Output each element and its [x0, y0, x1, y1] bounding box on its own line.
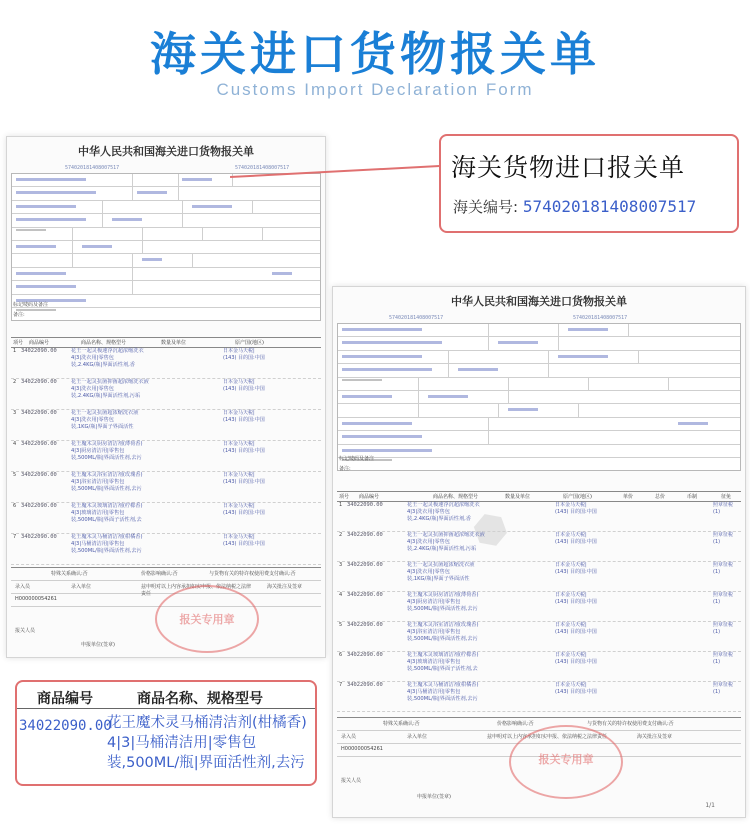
statement: 兹申明对以上内容承担如实申报、依法纳税之法律责任 [141, 584, 252, 597]
item-code: 34022090.00 [21, 410, 57, 416]
item-code: 34022090.00 [347, 622, 383, 628]
goods-row [337, 591, 741, 622]
item-origin: 日本金马天税| (143) 目的国:中国 [555, 682, 597, 695]
statement: 兹申明对以上内容承担如实申报、依法纳税之法律责任 [487, 734, 608, 740]
item-code: 34022090.00 [347, 532, 383, 538]
item-code: 34022090.00 [21, 534, 57, 540]
col-tax: 征免 [721, 494, 732, 500]
col-code: 商品编号 [29, 340, 50, 346]
declarer: 录入员 [15, 584, 31, 590]
declarer-code: H000000054261 [341, 746, 383, 752]
item-tax: 照章征税 (1) [713, 502, 734, 515]
callout-code-header: 商品编号 [37, 691, 93, 707]
pre-entry-number: 574020181408007517 [389, 315, 444, 321]
col-qty: 数量及单位 [161, 340, 187, 346]
customs-note: 海关批注及签章 [637, 734, 673, 740]
callout-goods-code: 34022090.00 [19, 718, 112, 734]
header-grid [11, 173, 321, 321]
remark-label: 备注: [339, 466, 351, 472]
mark-label: 标记唛码及备注 [13, 302, 49, 308]
col-currency: 币制 [687, 494, 698, 500]
item-desc: 花王一起灵抗菌超浓缩洗衣液 4|3|洗衣用|零售包 装,1KG/瓶|界面子界面活性 [71, 410, 139, 430]
col-item-no: 项号 [13, 340, 24, 346]
price-effect: 价格影响确认:否 [497, 721, 534, 727]
item-tax: 照章征税 (1) [713, 532, 734, 545]
goods-row [11, 471, 321, 503]
item-code: 34022090.00 [347, 562, 383, 568]
customs-stamp: 报关专用章 [155, 585, 259, 653]
goods-row [11, 533, 321, 565]
item-desc: 花王一起灵极速浮沉超浓缩洗衣 4|3|洗衣用|零售包 装,2.4KG/瓶|界面活性剂,香 [71, 348, 144, 368]
item-origin: 日本金马天税| (143) 目的国:中国 [223, 534, 265, 547]
goods-row [337, 531, 741, 562]
callout-goods-header [17, 682, 315, 709]
item-no: 6 [13, 503, 17, 509]
declarer-unit: 录入单位 [407, 734, 428, 740]
item-desc: 花王魔术灵浴室清洁剂(玫瑰香) 4|3|浴室清洁用|零售包 装,500ML/瓶|界面活性剂,去污 [71, 472, 143, 492]
remark-label: 备注: [13, 312, 25, 318]
item-code: 34022090.00 [21, 348, 57, 354]
customs-number: 574020181408007517 [235, 165, 290, 171]
form-title: 中华人民共和国海关进口货物报关单 [451, 295, 627, 308]
goods-row [11, 347, 321, 379]
item-origin: 日本金马天税| (143) 目的国:中国 [223, 379, 265, 392]
callout-number-line [453, 196, 696, 217]
col-origin: 原产国(地区) [563, 494, 592, 500]
declarer-unit: 录入单位 [71, 584, 92, 590]
item-no: 4 [13, 441, 17, 447]
callout-goods-desc: 花王魔术灵马桶清洁剂(柑橘香) 4|3|马桶清洁用|零售包装,500ML/瓶|界面活性剂,去污 [107, 715, 307, 771]
form-title: 中华人民共和国海关进口货物报关单 [78, 145, 254, 158]
item-no: 1 [339, 502, 343, 508]
item-desc: 花王一起灵抗菌超浓缩洗衣液 4|3|洗衣用|零售包 装,1KG/瓶|界面子界面活性 [407, 562, 475, 582]
item-origin: 日本金马天税| (143) 目的国:中国 [223, 410, 265, 423]
callout-customs-number [439, 134, 739, 233]
goods-row [11, 409, 321, 441]
item-code: 34022090.00 [21, 379, 57, 385]
item-desc: 花王魔术灵厨房清洁剂(薄荷香) 4|3|厨房清洁用|零售包 装,500ML/瓶|界面活性剂,去污 [71, 441, 143, 461]
price-effect: 价格影响确认:否 [141, 571, 178, 577]
item-no: 7 [339, 682, 343, 688]
watermark-graphic: ⬢ [466, 502, 515, 558]
col-name: 商品名称、规格型号 [433, 494, 479, 500]
item-no: 3 [13, 410, 17, 416]
reporter: 报关人员 [15, 628, 36, 634]
item-code: 34022090.00 [347, 502, 383, 508]
item-no: 6 [339, 652, 343, 658]
goods-row [337, 561, 741, 592]
reporter: 报关人员 [341, 778, 362, 784]
item-no: 4 [339, 592, 343, 598]
header-grid [337, 323, 741, 471]
item-desc: 花王魔术灵浴室清洁剂(玫瑰香) 4|3|浴室清洁用|零售包 装,500ML/瓶|界面活性剂,去污 [407, 622, 479, 642]
col-item-no: 项号 [339, 494, 350, 500]
item-tax: 照章征税 (1) [713, 562, 734, 575]
item-desc: 花王一起灵极速浮沉超浓缩洗衣 4|3|洗衣用|零售包 装,2.4KG/瓶|界面活性剂,香 [407, 502, 480, 522]
page-number: 1/1 [705, 802, 715, 809]
page-subtitle: Customs Import Declaration Form [216, 80, 534, 99]
declarer: 录入员 [341, 734, 357, 740]
item-origin: 日本金马天税| (143) 目的国:中国 [223, 348, 265, 361]
callout-goods-detail [15, 680, 317, 786]
item-desc: 花王魔术灵马桶清洁剂(柑橘香) 4|3|马桶清洁用|零售包 装,500ML/瓶|界面活性剂,去污 [407, 682, 479, 702]
item-no: 2 [339, 532, 343, 538]
declarer-code: H000000054261 [15, 596, 57, 602]
callout-title: 海关货物进口报关单 [451, 153, 686, 182]
declaration-form-back [6, 136, 326, 658]
item-code: 34022090.00 [21, 441, 57, 447]
page-title: 海关进口货物报关单 [150, 27, 600, 81]
royalty: 与货物有关的特许权使用费支付确认:否 [587, 721, 674, 727]
item-origin: 日本金马天税| (143) 目的国:中国 [555, 562, 597, 575]
item-desc: 花王魔术灵马桶清洁剂(柑橘香) 4|3|马桶清洁用|零售包 装,500ML/瓶|界面活性剂,去污 [71, 534, 143, 554]
item-tax: 照章征税 (1) [713, 682, 734, 695]
item-origin: 日本金马天税| (143) 目的国:中国 [223, 441, 265, 454]
callout-number-label: 海关编号: [453, 198, 519, 216]
item-desc: 花王魔术灵厨房清洁剂(薄荷香) 4|3|厨房清洁用|零售包 装,500ML/瓶|界面活性剂,去污 [407, 592, 479, 612]
customs-note: 海关批注及签章 [267, 584, 303, 590]
item-no: 5 [13, 472, 17, 478]
unit-seal: 申报单位(签章) [81, 642, 115, 648]
item-desc: 花王魔术灵玻璃清洁剂(柠檬香) 4|3|玻璃清洁用|零售包 装,500ML/瓶|界面子活性剂,去 [71, 503, 143, 523]
customs-stamp: 报关专用章 [509, 725, 623, 799]
unit-seal: 申报单位(签章) [417, 794, 451, 800]
col-qty: 数量及单位 [505, 494, 531, 500]
special-relation: 特殊关系确认:否 [51, 571, 88, 577]
goods-row [11, 378, 321, 410]
goods-row [337, 621, 741, 652]
item-code: 34022090.00 [347, 652, 383, 658]
item-no: 1 [13, 348, 17, 354]
item-origin: 日本金马天税| (143) 目的国:中国 [555, 652, 597, 665]
royalty: 与货物有关的特许权使用费支付确认:否 [209, 571, 296, 577]
item-desc: 花王一起灵抗菌抑菌超浓缩洗衣液 4|3|洗衣用|零售包 装,2.4KG/瓶|界面活性剂,污垢 [407, 532, 485, 552]
item-tax: 照章征税 (1) [713, 622, 734, 635]
col-code: 商品编号 [359, 494, 380, 500]
item-origin: 日本金马天税| (143) 目的国:中国 [223, 503, 265, 516]
callout-name-header: 商品名称、规格型号 [137, 691, 263, 707]
item-no: 7 [13, 534, 17, 540]
col-name: 商品名称、规格型号 [81, 340, 127, 346]
item-origin: 日本金马天税| (143) 目的国:中国 [555, 592, 597, 605]
pre-entry-number: 574020181408007517 [65, 165, 120, 171]
goods-row [11, 440, 321, 472]
col-total: 总价 [655, 494, 666, 500]
item-code: 34022090.00 [347, 682, 383, 688]
callout-number-value: 574020181408007517 [522, 197, 697, 216]
customs-number: 574020181408007517 [573, 315, 628, 321]
item-desc: 花王魔术灵玻璃清洁剂(柠檬香) 4|3|玻璃清洁用|零售包 装,500ML/瓶|界面子活性剂,去 [407, 652, 479, 672]
special-relation: 特殊关系确认:否 [383, 721, 420, 727]
item-origin: 日本金马天税| (143) 目的国:中国 [555, 622, 597, 635]
declaration-form-front [332, 286, 746, 818]
goods-row [11, 502, 321, 534]
item-no: 2 [13, 379, 17, 385]
item-origin: 日本金马天税| (143) 目的国:中国 [555, 532, 597, 545]
goods-row [337, 651, 741, 682]
mark-label: 标记唛码及备注 [339, 456, 375, 462]
goods-row [337, 681, 741, 712]
goods-row [337, 501, 741, 532]
item-no: 3 [339, 562, 343, 568]
item-tax: 照章征税 (1) [713, 652, 734, 665]
item-code: 34022090.00 [21, 503, 57, 509]
item-code: 34022090.00 [21, 472, 57, 478]
col-origin: 原产国(地区) [235, 340, 264, 346]
item-origin: 日本金马天税| (143) 目的国:中国 [223, 472, 265, 485]
item-desc: 花王一起灵抗菌抑菌超浓缩洗衣液 4|3|洗衣用|零售包 装,2.4KG/瓶|界面活性剂,污垢 [71, 379, 149, 399]
col-price: 单价 [623, 494, 634, 500]
item-tax: 照章征税 (1) [713, 592, 734, 605]
item-code: 34022090.00 [347, 592, 383, 598]
item-no: 5 [339, 622, 343, 628]
item-origin: 日本金马天税| (143) 目的国:中国 [555, 502, 597, 515]
